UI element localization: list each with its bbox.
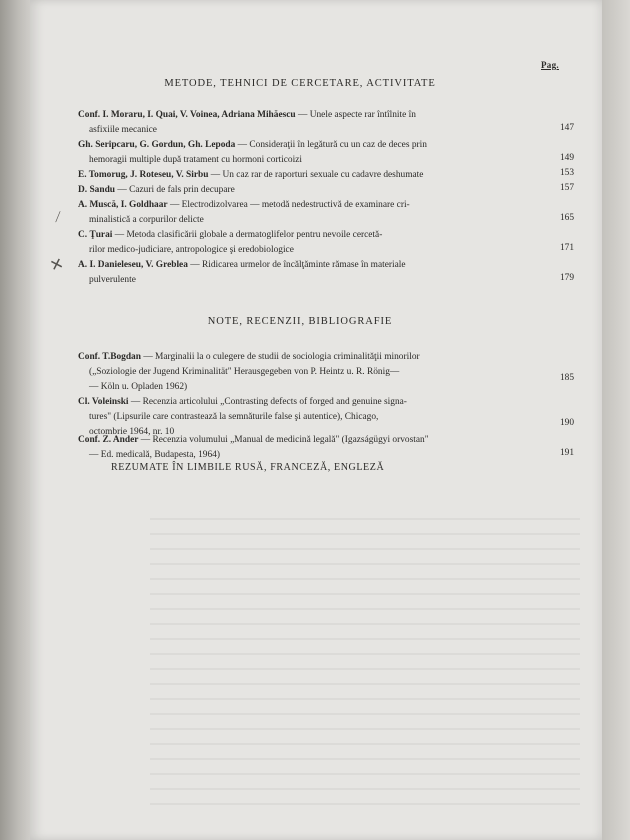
entry-title-cont: minalistică a corpurilor delicte <box>89 215 204 225</box>
entry-page-number: 153 <box>559 168 574 178</box>
entry-title: — Recenzia articolului „Contrasting defects of forged and genuine signa- <box>128 397 407 407</box>
entry-page-number: 149 <box>559 153 574 163</box>
entry-page-number: 157 <box>559 183 574 193</box>
page-edge <box>602 0 630 840</box>
toc-entry <box>78 183 540 198</box>
toc-entry <box>78 258 540 288</box>
entry-title: — Electrodizolvarea — metodă nedestructivă de examinare cri- <box>167 200 410 210</box>
show-through-text <box>150 505 580 805</box>
entry-title: — Metoda clasificării globale a dermatoglifelor pentru nevoile cercetă- <box>112 230 383 240</box>
entry-author: Conf. Z. Ander <box>78 435 139 445</box>
section-title-notes: NOTE, RECENZII, BIBLIOGRAFIE <box>207 316 393 327</box>
entry-author: Cl. Voleinski <box>78 397 129 407</box>
entry-title-cont: asfixiile mecanice <box>89 125 157 135</box>
entry-author: E. Tomorug, J. Roteseu, V. Sirbu <box>78 170 209 180</box>
toc-entry <box>78 433 540 463</box>
toc-entry <box>78 168 540 183</box>
entry-page-number: 190 <box>559 418 574 428</box>
summaries-heading: REZUMATE ÎN LIMBILE RUSĂ, FRANCEZĂ, ENGLEZĂ <box>111 462 385 473</box>
entry-author: D. Sandu <box>78 185 116 195</box>
entry-title-cont: hemoragii multiple după tratament cu hormoni corticoizi <box>89 155 302 165</box>
entry-title-cont: pulverulente <box>89 275 136 285</box>
entry-title-cont: rilor medico-judiciare, antropologice şi eredobiologice <box>89 245 294 255</box>
entry-author: A. Muscă, I. Goldhaar <box>78 200 168 210</box>
entry-author: Conf. T.Bogdan <box>78 352 141 362</box>
entry-title-cont: („Soziologie der Jugend Kriminalität" Herausgegeben von P. Heintz u. R. Rönig— <box>89 367 400 377</box>
entry-page-number: 191 <box>559 448 574 458</box>
pencil-tick-icon: ⟋ <box>51 209 65 225</box>
toc-entry <box>78 350 540 395</box>
entry-title: — Recenzia volumului „Manual de medicină legală" (Igazságügyi orvostan" <box>138 435 429 445</box>
entry-title: — Cazuri de fals prin decupare <box>115 185 235 195</box>
book-spine <box>0 0 30 840</box>
entry-page-number: 165 <box>559 213 574 223</box>
entry-title: — Un caz rar de raporturi sexuale cu cadavre deshumate <box>208 170 424 180</box>
entry-author: Conf. I. Moraru, I. Quai, V. Voinea, Adriana Mihăescu <box>78 110 296 120</box>
entry-title: — Ridicarea urmelor de încălţăminte rămase în materiale <box>187 260 406 270</box>
section-title-methods: METODE, TEHNICI DE CERCETARE, ACTIVITATE <box>164 78 436 89</box>
entry-page-number: 171 <box>559 243 574 253</box>
entry-page-number: 185 <box>559 373 574 383</box>
entry-title-cont: — Ed. medicală, Budapesta, 1964) <box>89 450 220 460</box>
entry-title-cont: tures" (Lipsurile care contrastează la semnăturile false şi autentice), Chicago, <box>89 412 379 422</box>
entry-author: A. I. Danieleseu, V. Greblea <box>78 260 188 270</box>
entry-title: — Consideraţii în legătură cu un caz de deces prin <box>235 140 427 150</box>
entry-title-cont: — Köln u. Opladen 1962) <box>89 382 188 392</box>
entry-title-cont: octombrie 1964, nr. 10 <box>89 427 175 437</box>
entry-title: — Marginalii la o culegere de studii de sociologia criminalităţii minorilor <box>140 352 420 362</box>
page-column-label: Pag. <box>541 60 559 70</box>
entry-title: — Unele aspecte rar întîlnite în <box>295 110 416 120</box>
toc-entry <box>78 108 540 138</box>
entry-author: C. Ţurai <box>78 230 113 240</box>
toc-entry <box>78 228 540 258</box>
entry-page-number: 147 <box>559 123 574 133</box>
pencil-mark-icon: ✕ <box>47 253 67 276</box>
entry-author: Gh. Seripcaru, G. Gordun, Gh. Lepoda <box>78 140 236 150</box>
entry-page-number: 179 <box>559 273 574 283</box>
toc-entry <box>78 138 540 168</box>
toc-entry <box>78 198 540 228</box>
